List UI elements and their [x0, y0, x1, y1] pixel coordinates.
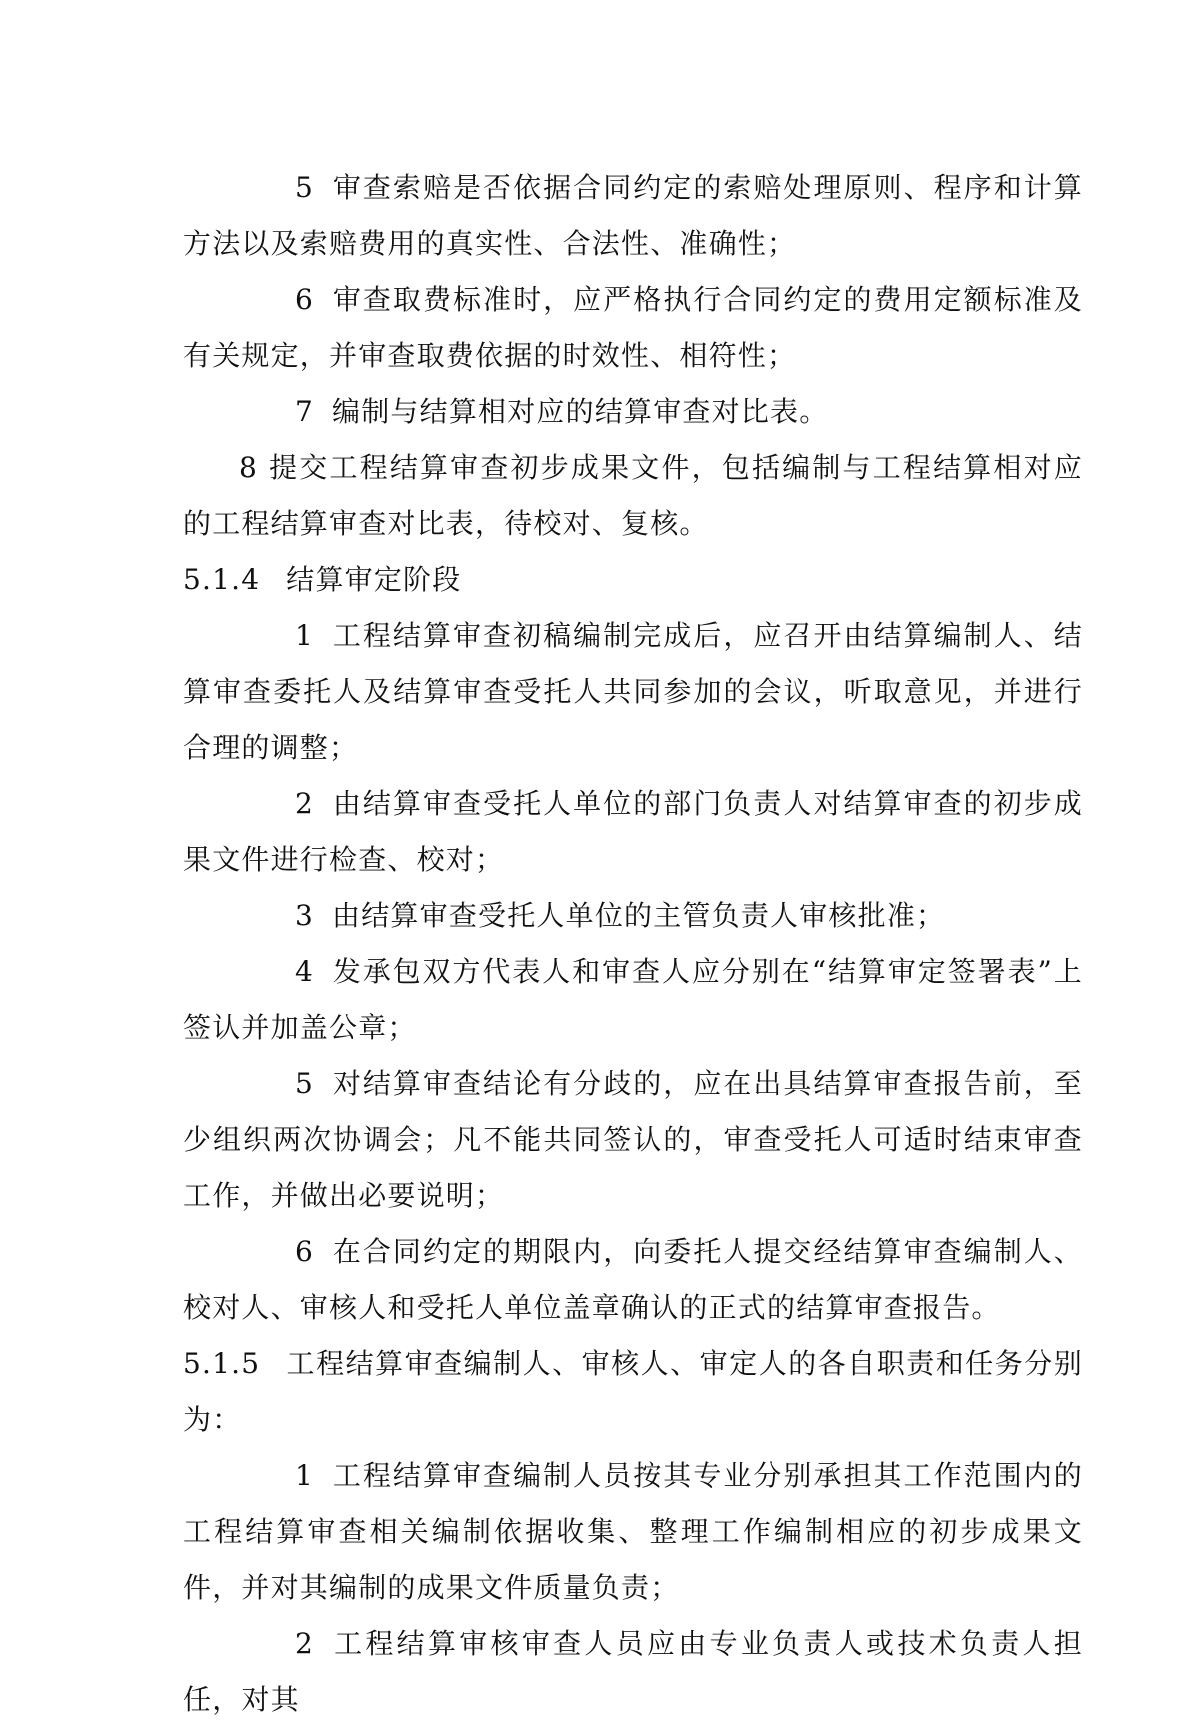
list-item	[183, 384, 1083, 440]
list-item	[183, 272, 1083, 384]
item-text: 由结算审查受托人单位的主管负责人审核批准；	[332, 899, 946, 932]
item-number: 2	[295, 1627, 315, 1660]
item-number: 1	[295, 1459, 315, 1492]
item-text: 审查索赔是否依据合同约定的索赔处理原则、程序和计算方法以及索赔费用的真实性、合法性、准确性；	[183, 171, 1083, 260]
item-text: 由结算审查受托人单位的部门负责人对结算审查的初步成果文件进行检查、校对；	[183, 787, 1083, 876]
section-number: 5.1.5	[183, 1347, 261, 1380]
list-item	[183, 944, 1083, 1056]
item-text: 8 提交工程结算审查初步成果文件，包括编制与工程结算相对应的工程结算审查对比表，待校对、复核。	[183, 451, 1083, 540]
list-item	[183, 888, 1083, 944]
item-text: 工程结算审核审查人员应由专业负责人或技术负责人担任，对其	[183, 1627, 1083, 1716]
list-item	[183, 1224, 1083, 1336]
item-number: 1	[295, 619, 315, 652]
item-text: 发承包双方代表人和审查人应分别在“结算审定签署表”上签认并加盖公章；	[183, 955, 1083, 1044]
item-text: 工程结算审查编制人员按其专业分别承担其工作范围内的工程结算审查相关编制依据收集、整理工作编制相应的初步成果文件，并对其编制的成果文件质量负责；	[183, 1459, 1083, 1604]
item-text: 在合同约定的期限内，向委托人提交经结算审查编制人、校对人、审核人和受托人单位盖章确认的正式的结算审查报告。	[183, 1235, 1083, 1324]
item-number: 4	[295, 955, 315, 988]
item-text: 编制与结算相对应的结算审查对比表。	[332, 395, 829, 428]
list-item	[183, 1616, 1083, 1728]
list-item	[183, 1448, 1083, 1616]
list-item	[183, 160, 1083, 272]
list-item	[183, 608, 1083, 776]
item-number: 2	[295, 787, 315, 820]
section-heading	[183, 1336, 1083, 1448]
document-body	[183, 160, 1083, 1728]
section-number: 5.1.4	[183, 563, 261, 596]
item-number: 7	[295, 395, 315, 428]
section-title: 工程结算审查编制人、审核人、审定人的各自职责和任务分别为：	[183, 1347, 1083, 1436]
item-number: 6	[295, 283, 315, 316]
item-text: 工程结算审查初稿编制完成后，应召开由结算编制人、结算审查委托人及结算审查受托人共同参加的会议，听取意见，并进行合理的调整；	[183, 619, 1083, 764]
list-item	[183, 440, 1083, 552]
list-item	[183, 776, 1083, 888]
section-heading	[183, 552, 1083, 608]
item-number: 6	[295, 1235, 315, 1268]
item-text: 审查取费标准时，应严格执行合同约定的费用定额标准及有关规定，并审查取费依据的时效性、相符性；	[183, 283, 1083, 372]
list-item	[183, 1056, 1083, 1224]
section-title: 结算审定阶段	[286, 563, 462, 596]
item-number: 3	[295, 899, 315, 932]
item-text: 对结算审查结论有分歧的，应在出具结算审查报告前，至少组织两次协调会；凡不能共同签认的，审查受托人可适时结束审查工作，并做出必要说明；	[183, 1067, 1083, 1212]
item-number: 5	[295, 171, 315, 204]
item-number: 5	[295, 1067, 315, 1100]
